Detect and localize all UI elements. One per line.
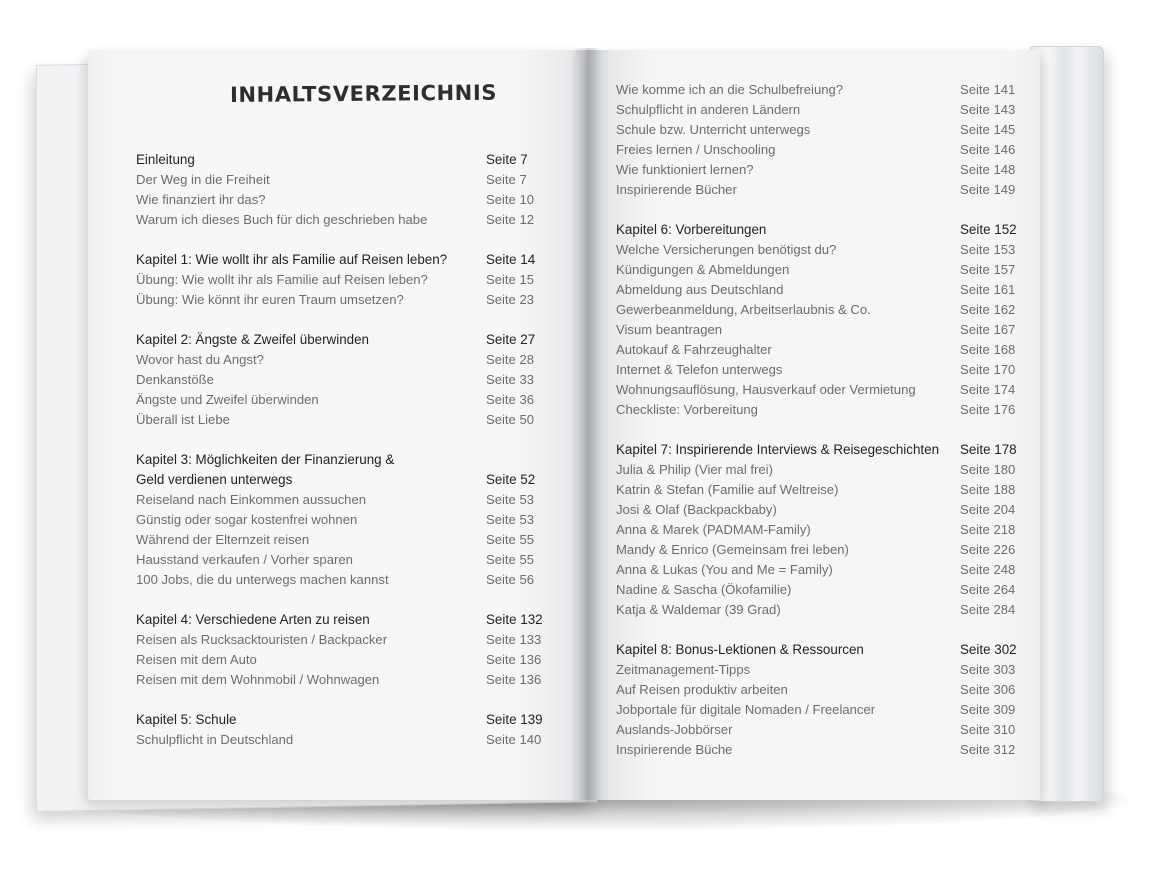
entry-title: Übung: Wie könnt ihr euren Traum umsetzen? (136, 292, 404, 307)
page-number: Seite 146 (960, 142, 1016, 157)
toc-entry (136, 570, 544, 590)
toc-chapter-heading (616, 440, 1018, 460)
page-number: Seite 132 (486, 612, 543, 627)
entry-title: Katrin & Stefan (Familie auf Weltreise) (616, 482, 839, 497)
entry-title: Schule bzw. Unterricht unterwegs (616, 122, 811, 137)
toc-entry (616, 580, 1018, 600)
toc-entry (616, 560, 1018, 580)
toc-entry (136, 650, 544, 670)
entry-title: Welche Versicherungen benötigst du? (616, 242, 837, 257)
toc-section (136, 610, 544, 690)
page-number: Seite 7 (486, 152, 528, 167)
toc-entry (616, 480, 1018, 500)
entry-title: Schulpflicht in anderen Ländern (616, 102, 801, 117)
toc-section (136, 450, 544, 590)
toc-entry (136, 550, 544, 570)
entry-title: Denkanstöße (136, 372, 214, 387)
entry-title: Checkliste: Vorbereitung (616, 402, 758, 417)
entry-title: Wohnungsauflösung, Hausverkauf oder Vermietung (616, 382, 916, 397)
page-number: Seite 15 (486, 272, 535, 287)
chapter-title: Kapitel 5: Schule (136, 712, 237, 727)
toc-section (616, 640, 1018, 760)
page-number: Seite 53 (486, 512, 535, 527)
chapter-title: Kapitel 1: Wie wollt ihr als Familie auf Reisen leben? (136, 252, 448, 267)
toc-entry (616, 160, 1018, 180)
toc-chapter-heading (616, 640, 1018, 660)
entry-title: Katja & Waldemar (39 Grad) (616, 602, 781, 617)
toc-section (136, 330, 544, 430)
toc-entry (136, 350, 544, 370)
page-number: Seite 136 (486, 652, 542, 667)
toc-entry (616, 340, 1018, 360)
page-number: Seite 10 (486, 192, 535, 207)
toc-title: INHALTSVERZEICHNIS (229, 80, 498, 107)
entry-title: Gewerbeanmeldung, Arbeitserlaubnis & Co. (616, 302, 871, 317)
page-number: Seite 145 (960, 122, 1016, 137)
chapter-title: Kapitel 4: Verschiedene Arten zu reisen (136, 612, 370, 627)
page-number: Seite 218 (960, 522, 1016, 537)
toc-section (616, 440, 1018, 620)
page-number: Seite 162 (960, 302, 1016, 317)
page-number: Seite 176 (960, 402, 1016, 417)
chapter-title: Kapitel 6: Vorbereitungen (616, 222, 767, 237)
entry-title: Reiseland nach Einkommen aussuchen (136, 492, 367, 507)
page-number: Seite 312 (960, 742, 1016, 757)
page-number: Seite 50 (486, 412, 535, 427)
page-number: Seite 161 (960, 282, 1016, 297)
entry-title: Wovor hast du Angst? (136, 352, 264, 367)
page-number: Seite 303 (960, 662, 1016, 677)
page-number: Seite 33 (486, 372, 535, 387)
entry-title: Inspirierende Bücher (616, 182, 737, 197)
entry-title: Abmeldung aus Deutschland (616, 282, 784, 297)
entry-title: Günstig oder sogar kostenfrei wohnen (136, 512, 358, 527)
entry-title: Visum beantragen (616, 322, 723, 337)
entry-title: Jobportale für digitale Nomaden / Freelancer (616, 702, 876, 717)
toc-entry (616, 100, 1018, 120)
page-number: Seite 167 (960, 322, 1016, 337)
page-number: Seite 188 (960, 482, 1016, 497)
entry-title: Josi & Olaf (Backpackbaby) (616, 502, 777, 517)
entry-title: Inspirierende Büche (616, 742, 733, 757)
toc-entry (616, 540, 1018, 560)
toc-entry (616, 740, 1018, 760)
page-number: Seite 180 (960, 462, 1016, 477)
entry-title: Warum ich dieses Buch für dich geschrieben habe (136, 212, 428, 227)
entry-title: Auslands-Jobbörser (616, 722, 733, 737)
toc-entry (616, 720, 1018, 740)
toc-entry (136, 670, 544, 690)
page-number: Seite 148 (960, 162, 1016, 177)
toc-entry (136, 290, 544, 310)
entry-title: Überall ist Liebe (136, 412, 230, 427)
toc-entry (136, 210, 544, 230)
page-number: Seite 284 (960, 602, 1016, 617)
toc-entry (136, 370, 544, 390)
page-number: Seite 7 (486, 172, 527, 187)
toc-entry (136, 170, 544, 190)
page-number: Seite 204 (960, 502, 1016, 517)
toc-entry (136, 270, 544, 290)
entry-title: Wie komme ich an die Schulbefreiung? (616, 82, 844, 97)
page-number: Seite 55 (486, 552, 535, 567)
entry-title: Reisen mit dem Wohnmobil / Wohnwagen (136, 672, 380, 687)
chapter-title: Kapitel 8: Bonus-Lektionen & Ressourcen (616, 642, 864, 657)
toc-chapter-heading (616, 220, 1018, 240)
chapter-title: Kapitel 2: Ängste & Zweifel überwinden (136, 332, 369, 347)
toc-entry (616, 320, 1018, 340)
toc-entry (616, 260, 1018, 280)
page-number: Seite 52 (486, 472, 536, 487)
toc-entry (616, 460, 1018, 480)
toc-entry (616, 280, 1018, 300)
entry-title: Auf Reisen produktiv arbeiten (616, 682, 788, 697)
page-number: Seite 28 (486, 352, 535, 367)
toc-entry (136, 390, 544, 410)
toc-entry (616, 360, 1018, 380)
entry-title: Julia & Philip (Vier mal frei) (616, 462, 773, 477)
toc-entry (616, 380, 1018, 400)
toc-entry (136, 530, 544, 550)
page-number: Seite 140 (486, 732, 542, 747)
page-number: Seite 248 (960, 562, 1016, 577)
toc-entry (616, 520, 1018, 540)
entry-title: Mandy & Enrico (Gemeinsam frei leben) (616, 542, 849, 557)
chapter-title: Kapitel 7: Inspirierende Interviews & Reisegeschichten (616, 442, 940, 457)
page-number: Seite 141 (960, 82, 1016, 97)
toc-entry (616, 400, 1018, 420)
toc-entry (616, 500, 1018, 520)
page-number: Seite 178 (960, 442, 1017, 457)
toc-chapter-heading (136, 150, 544, 170)
entry-title: Während der Elternzeit reisen (136, 532, 310, 547)
entry-title: Reisen mit dem Auto (136, 652, 257, 667)
toc-section (136, 710, 544, 750)
toc-chapter-heading (136, 330, 544, 350)
page-number: Seite 174 (960, 382, 1016, 397)
toc-chapter-heading (136, 610, 544, 630)
page-number: Seite 133 (486, 632, 542, 647)
toc-entry (136, 510, 544, 530)
toc-chapter-heading (136, 470, 544, 490)
toc-entry (136, 730, 544, 750)
page-number: Seite 168 (960, 342, 1016, 357)
toc-column-left (136, 150, 544, 750)
page-number: Seite 226 (960, 542, 1016, 557)
toc-entry (136, 190, 544, 210)
toc-entry (616, 700, 1018, 720)
chapter-title-line: Kapitel 3: Möglichkeiten der Finanzierung & (136, 452, 395, 467)
page-number: Seite 143 (960, 102, 1016, 117)
page-number: Seite 53 (486, 492, 535, 507)
entry-title: Wie funktioniert lernen? (616, 162, 754, 177)
page-number: Seite 153 (960, 242, 1016, 257)
toc-entry (616, 680, 1018, 700)
page-stack (1030, 46, 1104, 802)
entry-title: 100 Jobs, die du unterwegs machen kannst (136, 572, 389, 587)
page-number: Seite 12 (486, 212, 535, 227)
toc-entry (136, 410, 544, 430)
entry-title: Internet & Telefon unterwegs (616, 362, 783, 377)
entry-title: Ängste und Zweifel überwinden (136, 392, 319, 407)
entry-title: Übung: Wie wollt ihr als Familie auf Reisen leben? (136, 272, 428, 287)
chapter-title: Einleitung (136, 152, 195, 167)
entry-title: Wie finanziert ihr das? (136, 192, 266, 207)
entry-title: Schulpflicht in Deutschland (136, 732, 294, 747)
toc-chapter-heading (136, 250, 544, 270)
toc-entry (616, 600, 1018, 620)
toc-entry (136, 630, 544, 650)
book-spine-gutter (572, 48, 602, 802)
toc-section (616, 220, 1018, 420)
entry-title: Hausstand verkaufen / Vorher sparen (136, 552, 353, 567)
entry-title: Kündigungen & Abmeldungen (616, 262, 790, 277)
toc-entry (616, 240, 1018, 260)
page-number: Seite 302 (960, 642, 1017, 657)
entry-title: Nadine & Sascha (Ökofamilie) (616, 582, 792, 597)
toc-entry (616, 180, 1018, 200)
toc-chapter-heading (136, 710, 544, 730)
chapter-title: Geld verdienen unterwegs (136, 472, 293, 487)
toc-entry (616, 80, 1018, 100)
page-number: Seite 36 (486, 392, 535, 407)
entry-title: Reisen als Rucksacktouristen / Backpacker (136, 632, 388, 647)
page-number: Seite 152 (960, 222, 1017, 237)
toc-entry (616, 660, 1018, 680)
page-number: Seite 56 (486, 572, 535, 587)
page-number: Seite 310 (960, 722, 1016, 737)
page-number: Seite 264 (960, 582, 1016, 597)
page-number: Seite 136 (486, 672, 542, 687)
page-number: Seite 139 (486, 712, 543, 727)
toc-entry (616, 120, 1018, 140)
page-number: Seite 14 (486, 252, 536, 267)
entry-title: Der Weg in die Freiheit (136, 172, 270, 187)
page-number: Seite 23 (486, 292, 535, 307)
toc-entry (136, 490, 544, 510)
toc-section (136, 150, 544, 230)
entry-title: Anna & Lukas (You and Me = Family) (616, 562, 833, 577)
entry-title: Zeitmanagement-Tipps (616, 662, 751, 677)
page-number: Seite 27 (486, 332, 536, 347)
page-number: Seite 55 (486, 532, 535, 547)
entry-title: Autokauf & Fahrzeughalter (616, 342, 772, 357)
entry-title: Anna & Marek (PADMAM-Family) (616, 522, 811, 537)
page-number: Seite 149 (960, 182, 1016, 197)
toc-column-right (616, 80, 1018, 760)
toc-entry (616, 140, 1018, 160)
toc-entry (616, 300, 1018, 320)
page-number: Seite 157 (960, 262, 1016, 277)
page-number: Seite 309 (960, 702, 1016, 717)
entry-title: Freies lernen / Unschooling (616, 142, 776, 157)
toc-section (136, 250, 544, 310)
page-number: Seite 170 (960, 362, 1016, 377)
toc-section (616, 80, 1018, 200)
page-number: Seite 306 (960, 682, 1016, 697)
